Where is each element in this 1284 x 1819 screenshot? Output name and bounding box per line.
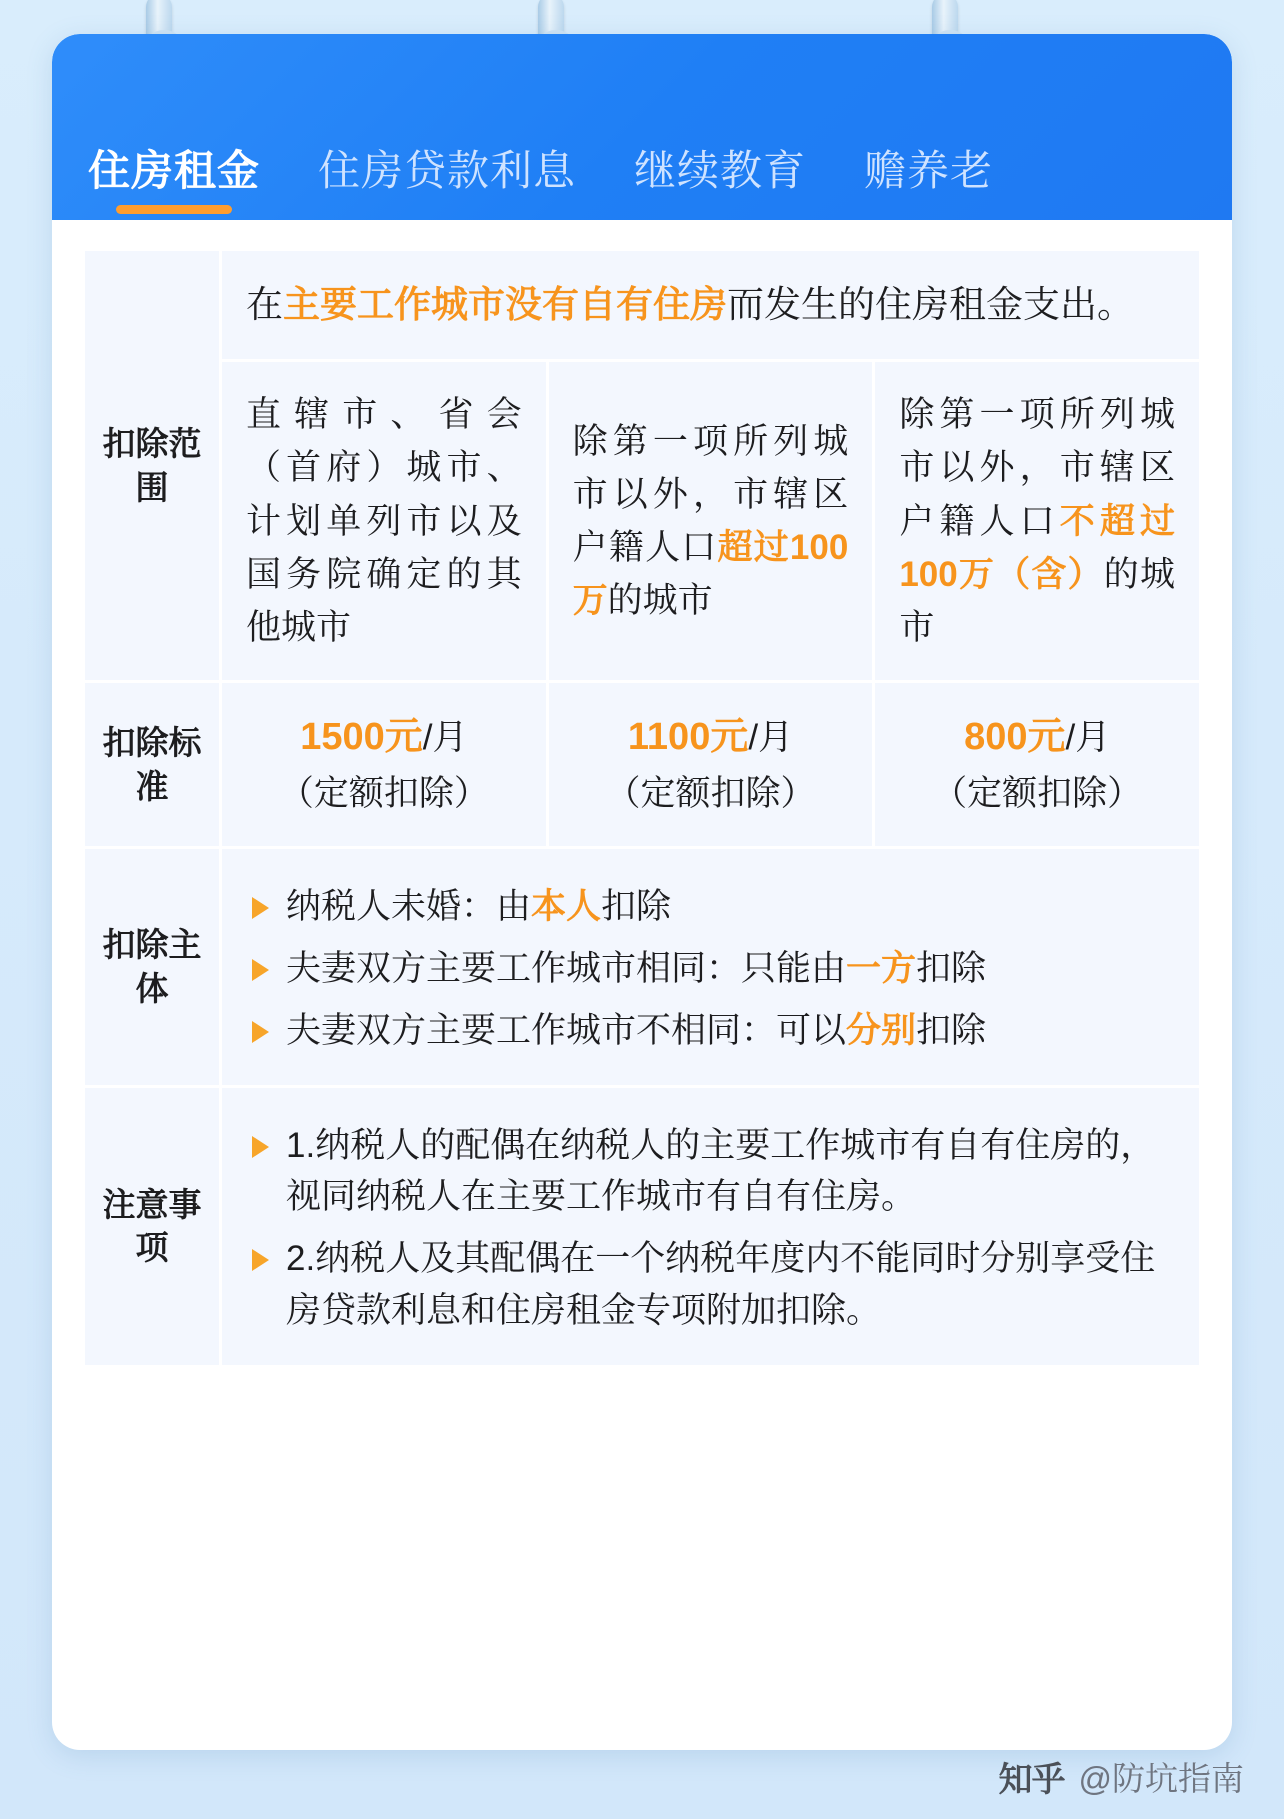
cell-notes: [221, 1086, 1201, 1366]
cell-standard-1-amount: 1500元: [300, 716, 423, 759]
tab-active-underline: [116, 205, 232, 214]
cell-scope-3-suffix: 的城市: [899, 554, 1175, 647]
subject-item-3-highlight: 分别: [846, 1010, 917, 1050]
list-item: [246, 881, 1175, 933]
list-item: [246, 1005, 1175, 1057]
subject-item-3-prefix: 夫妻双方主要工作城市不相同：可以: [286, 1010, 847, 1050]
cell-standard-1-note: （定额扣除）: [278, 773, 489, 813]
subject-item-1-suffix: 扣除: [601, 887, 672, 927]
tab-mortgage-interest-label: 住房贷款利息: [318, 147, 577, 194]
rowhead-subject: [84, 848, 221, 1086]
list-item: [246, 943, 1175, 995]
rowhead-standard-label: 扣除标准: [102, 724, 202, 805]
tab-bar: [52, 34, 1232, 220]
tab-continuing-education[interactable]: [634, 138, 806, 214]
intro-highlight: 主要工作城市没有自有住房: [283, 284, 727, 325]
intro-prefix: 在: [246, 284, 283, 325]
cell-scope-3: [874, 361, 1201, 682]
cell-standard-3-note: （定额扣除）: [932, 773, 1143, 813]
cell-standard-3-unit: /月: [1065, 718, 1111, 758]
rowhead-notes-label: 注意事项: [102, 1185, 202, 1267]
table-row-scope: [84, 361, 1201, 682]
tab-elderly-support-label: 赡养老: [864, 147, 994, 194]
deduction-table: [82, 248, 1202, 1368]
notes-list: [246, 1120, 1175, 1337]
cell-standard-1-unit: /月: [422, 718, 468, 758]
subject-item-1-highlight: 本人: [531, 887, 602, 927]
intro-suffix: 而发生的住房租金支出。: [727, 284, 1134, 325]
notes-item-2-text: 2.纳税人及其配偶在一个纳税年度内不能同时分别享受住房贷款利息和住房租金专项附加扣除。: [286, 1239, 1156, 1330]
cell-standard-3-amount: 800元: [964, 716, 1066, 759]
tab-housing-rent-label: 住房租金: [88, 147, 261, 194]
tab-continuing-education-label: 继续教育: [634, 147, 807, 194]
table-row-subject: [84, 848, 1201, 1086]
cell-scope-2-highlight: 超过100万: [572, 528, 849, 621]
zhihu-logo: 知乎: [998, 1761, 1065, 1799]
cell-intro: [221, 250, 1201, 361]
cell-standard-2: [547, 682, 874, 848]
subject-item-2-highlight: 一方: [846, 948, 917, 988]
watermark: [999, 1752, 1245, 1801]
list-item: [246, 1120, 1175, 1224]
cell-standard-3: [874, 682, 1201, 848]
subject-item-2-prefix: 夫妻双方主要工作城市相同：只能由: [286, 948, 847, 988]
subject-item-3-suffix: 扣除: [916, 1010, 987, 1050]
watermark-author: @防坑指南: [1078, 1760, 1244, 1797]
cell-standard-2-unit: /月: [748, 718, 794, 758]
rowhead-scope-label: 扣除范围: [102, 425, 202, 506]
cell-standard-2-note: （定额扣除）: [605, 773, 816, 813]
cell-scope-3-prefix: 除第一项所列城市以外，市辖区户籍人口: [899, 395, 1175, 541]
rowhead-subject-label: 扣除主体: [102, 926, 202, 1007]
subject-item-2-suffix: 扣除: [916, 948, 987, 988]
cell-scope-1-text: 直辖市、省会（首府）城市、计划单列市以及国务院确定的其他城市: [246, 395, 522, 647]
table-row-intro: [84, 250, 1201, 361]
cell-standard-1: [221, 682, 548, 848]
subject-item-1-prefix: 纳税人未婚：由: [286, 887, 532, 927]
cell-scope-3-highlight: 不超过100万（含）: [899, 501, 1175, 594]
cell-scope-2: [547, 361, 874, 682]
tab-mortgage-interest[interactable]: [318, 138, 576, 214]
tab-elderly-support[interactable]: [864, 138, 993, 214]
notes-item-1-text: 1.纳税人的配偶在纳税人的主要工作城市有自有住房的，视同纳税人在主要工作城市有自有住房。: [286, 1125, 1156, 1217]
cell-standard-2-amount: 1100元: [627, 716, 749, 759]
rowhead-scope: [84, 250, 221, 682]
rowhead-notes: [84, 1086, 221, 1366]
cell-subject: [221, 848, 1201, 1086]
content-card: [52, 34, 1232, 1750]
cell-scope-2-suffix: 的城市: [607, 581, 713, 621]
tab-housing-rent[interactable]: [88, 138, 260, 214]
subject-list: [246, 881, 1175, 1056]
table-row-notes: [84, 1086, 1201, 1366]
deduction-table-wrap: [52, 220, 1232, 1368]
cell-scope-2-prefix: 除第一项所列城市以外，市辖区户籍人口: [572, 421, 849, 568]
rowhead-standard: [84, 682, 221, 848]
cell-scope-1: [221, 361, 548, 682]
list-item: [246, 1233, 1175, 1337]
table-row-standard: [84, 682, 1201, 848]
